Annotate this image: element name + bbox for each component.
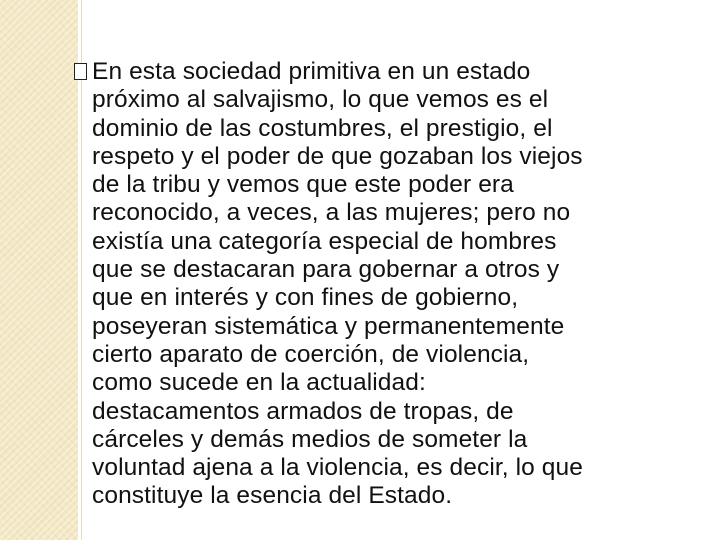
text-line: En esta sociedad primitiva en un estado	[92, 58, 531, 85]
text-line: constituye la esencia del Estado.	[92, 482, 453, 510]
decorative-side-band	[0, 0, 78, 540]
text-line: respeto y el poder de que gozaban los viejos	[92, 142, 583, 170]
text-line: dominio de las costumbres, el prestigio, el	[92, 114, 553, 142]
text-line: destacamentos armados de tropas, de	[92, 397, 514, 425]
text-line: que se destacaran para gobernar a otros y	[92, 256, 560, 284]
text-line: de la tribu y vemos que este poder era	[92, 171, 514, 199]
text-line: que en interés y con fines de gobierno,	[92, 284, 519, 312]
text-line: cárceles y demás medios de someter la	[92, 425, 528, 453]
text-line: reconocido, a veces, a las mujeres; pero no	[92, 199, 571, 227]
text-line: voluntad ajena a la violencia, es decir, lo que	[92, 454, 583, 482]
bullet-paragraph	[68, 58, 698, 511]
text-line: próximo al salvajismo, lo que vemos es el	[92, 86, 549, 114]
text-line: existía una categoría especial de hombres	[92, 227, 557, 255]
text-line: poseyeran sistemática y permanentemente	[92, 312, 565, 340]
text-line: como sucede en la actualidad:	[92, 369, 426, 397]
text-line: cierto aparato de coerción, de violencia,	[92, 340, 530, 368]
square-bullet-icon	[68, 63, 92, 85]
paragraph-text	[92, 58, 698, 511]
